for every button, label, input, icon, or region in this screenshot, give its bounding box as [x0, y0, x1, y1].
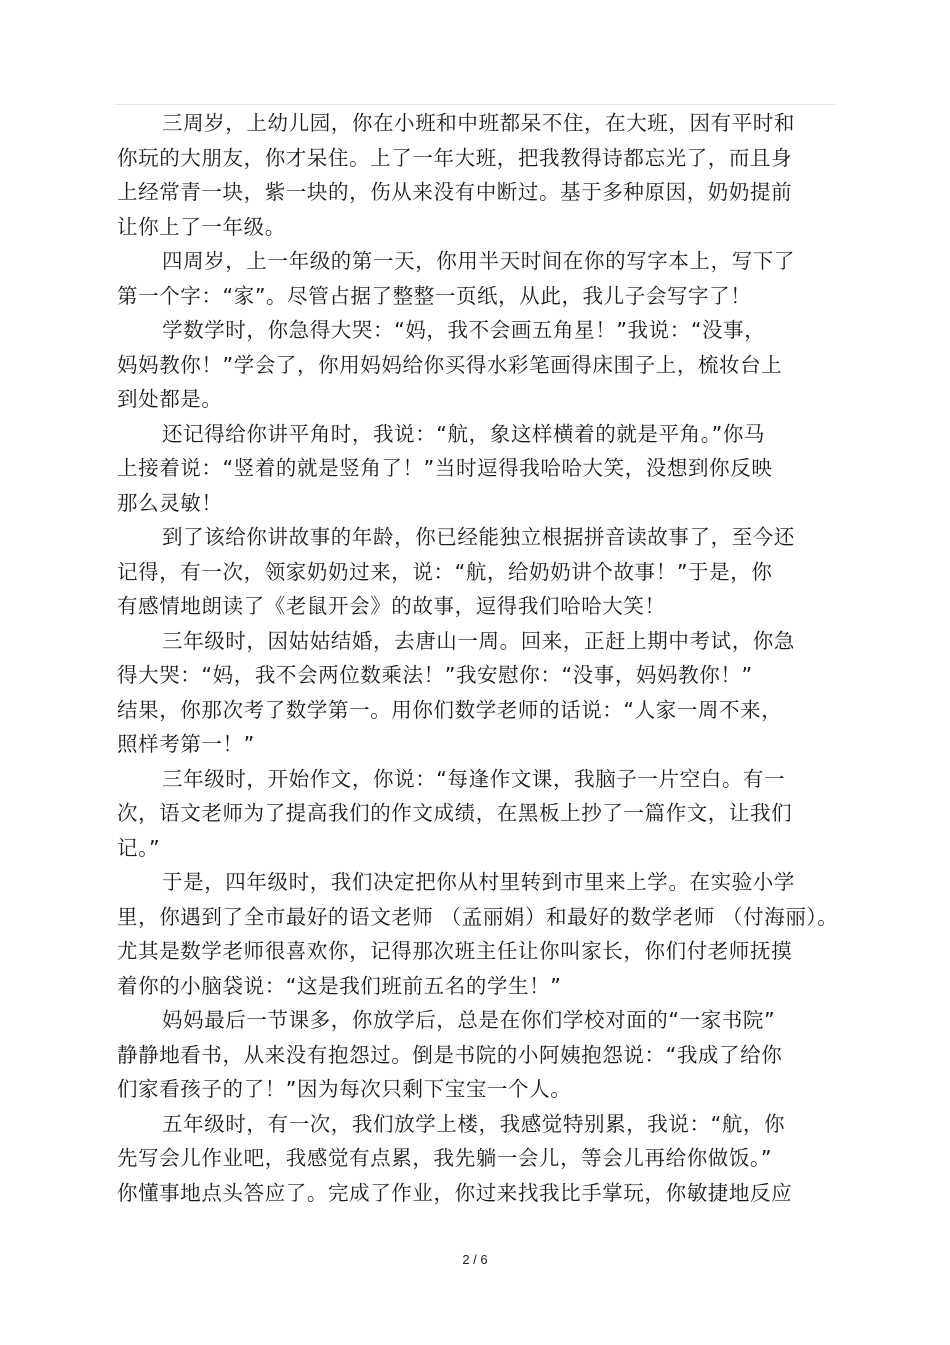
header-divider [115, 104, 835, 105]
paragraph [117, 417, 837, 521]
text-line: 还记得给你讲平角时，我说：“航，象这样横着的就是平角。”你马 [162, 421, 765, 446]
text-line: 上经常青一块，紫一块的，伤从来没有中断过。基于多种原因，奶奶提前 [117, 180, 793, 204]
text-line: 结果，你那次考了数学第一。用你们数学老师的话说：“人家一周不来， [117, 697, 783, 722]
text-line: 于是，四年级时，我们决定把你从村里转到市里来上学。在实验小学 [162, 870, 795, 894]
document-body [117, 106, 837, 1210]
text-line: 得大哭：“妈，我不会两位数乘法！”我安慰你：“没事，妈妈教你！” [117, 663, 753, 687]
text-line: 妈妈教你！”学会了，你用妈妈给你买得水彩笔画得床围子上，梳妆台上 [117, 352, 783, 377]
text-line: 里，你遇到了全市最好的语文老师 （孟丽娟）和最好的数学老师 （付海丽）。 [117, 904, 839, 929]
text-line: 三周岁，上幼儿园，你在小班和中班都呆不住，在大班，因有平时和 [162, 111, 795, 135]
text-line: 四周岁，上一年级的第一天，你用半天时间在你的写字本上，写下了 [162, 249, 795, 273]
text-line: 记得，有一次，领家奶奶过来，说：“航，给奶奶讲个故事！”于是，你 [117, 559, 773, 584]
text-line: 次，语文老师为了提高我们的作文成绩，在黑板上抄了一篇作文，让我们 [117, 801, 793, 825]
text-line: 尤其是数学老师很喜欢你，记得那次班主任让你叫家长，你们付老师抚摸 [117, 939, 793, 963]
text-line: 上接着说：“竖着的就是竖角了！”当时逗得我哈哈大笑，没想到你反映 [117, 456, 773, 480]
text-line: 有感情地朗读了《老鼠开会》的故事，逗得我们哈哈大笑！ [117, 594, 666, 618]
text-line: 记。” [117, 835, 161, 860]
paragraph [117, 762, 837, 866]
text-line: 三年级时，开始作文，你说：“每逢作文课，我脑子一片空白。有一 [162, 766, 786, 791]
paragraph [117, 244, 837, 313]
text-line: 学数学时，你急得大哭：“妈，我不会画五角星！”我说：“没事， [162, 318, 766, 342]
paragraph [117, 520, 837, 624]
text-line: 照样考第一！” [117, 732, 255, 756]
paragraph [117, 1107, 837, 1211]
text-line: 到处都是。 [117, 387, 223, 411]
paragraph [117, 313, 837, 417]
text-line: 你懂事地点头答应了。完成了作业，你过来找我比手掌玩，你敏捷地反应 [117, 1180, 793, 1205]
text-line: 第一个字：“家”。尽管占据了整整一页纸，从此，我儿子会写字了！ [117, 283, 752, 308]
text-line: 三年级时，因姑姑结婚，去唐山一周。回来，正赶上期中考试，你急 [162, 628, 795, 653]
paragraph [117, 865, 837, 1003]
text-line: 让你上了一年级。 [117, 214, 286, 239]
text-line: 着你的小脑袋说：“这是我们班前五名的学生！” [117, 973, 562, 998]
text-line: 静静地看书，从来没有抱怨过。倒是书院的小阿姨抱怨说：“我成了给你 [117, 1042, 783, 1067]
text-line: 先写会儿作业吧，我感觉有点累，我先躺一会儿，等会儿再给你做饭。” [117, 1146, 773, 1170]
paragraph [117, 106, 837, 244]
text-line: 五年级时，有一次，我们放学上楼，我感觉特别累，我说：“航，你 [162, 1111, 786, 1136]
paragraph [117, 624, 837, 762]
paragraph [117, 1003, 837, 1107]
text-line: 那么灵敏！ [117, 490, 223, 515]
page-number: 2 / 6 [462, 1252, 488, 1267]
text-line: 你玩的大朋友，你才呆住。上了一年大班，把我教得诗都忘光了，而且身 [117, 145, 793, 170]
text-line: 到了该给你讲故事的年龄，你已经能独立根据拼音读故事了，至今还 [162, 525, 795, 549]
text-line: 们家看孩子的了！”因为每次只剩下宝宝一个人。 [117, 1077, 572, 1101]
text-line: 妈妈最后一节课多，你放学后，总是在你们学校对面的“一家书院” [162, 1008, 776, 1032]
